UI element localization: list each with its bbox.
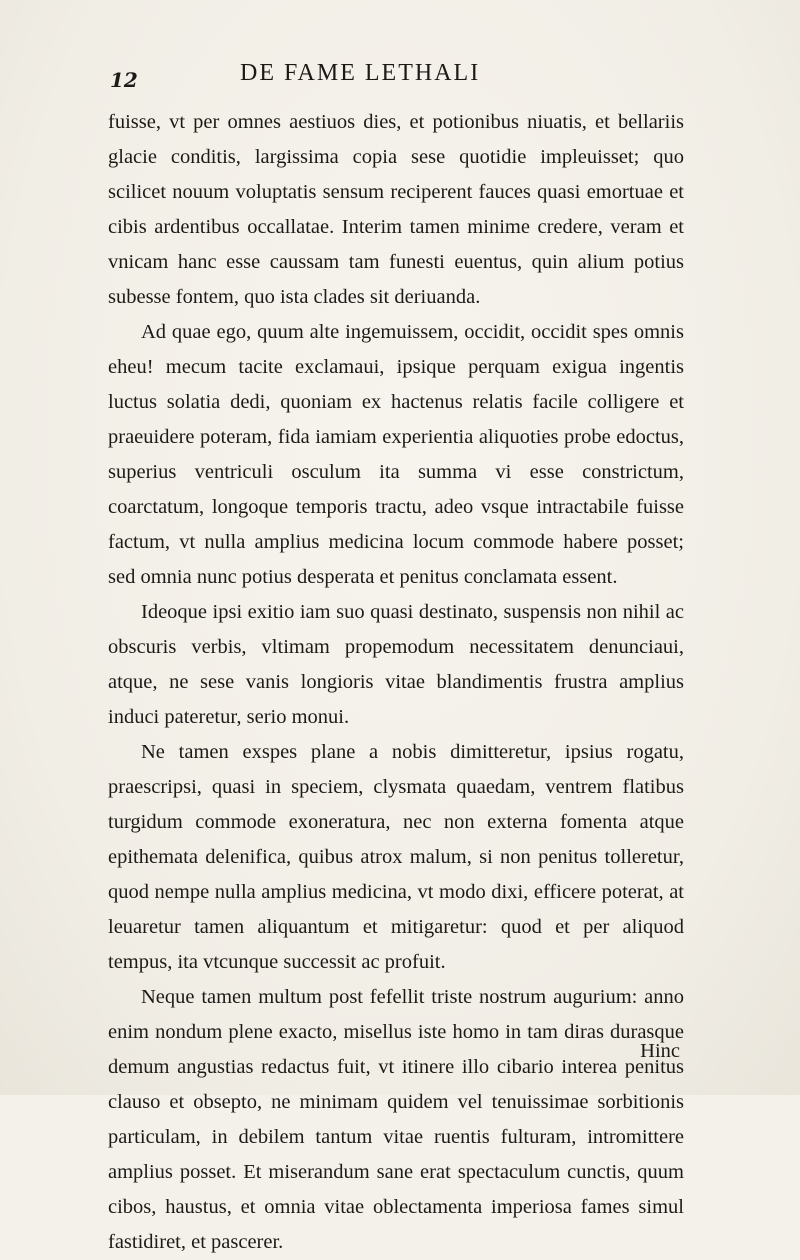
paragraph-3: Ideoque ipsi exitio iam suo quasi destinato, suspensis non nihil ac obscuris verbis, vltimam propemodum necessitatem denunciaui, atque, ne sese vanis longioris vitae blandimentis frustra amplius induci pateretur, serio monui. — [108, 601, 684, 728]
paragraph-1: fuisse, vt per omnes aestiuos dies, et potionibus niuatis, et bellariis glacie conditis, largissima copia sese quotidie impleuisset; quo scilicet nouum voluptatis sensum reciperent fauces quasi emortuae et cibis ardentibus occallatae. Interim tamen minime credere, veram et vnicam hanc esse caussam tam funesti euentus, quin alium potius subesse fontem, quo ista clades sit deriuanda. — [108, 111, 684, 308]
running-title: DE FAME LETHALI — [240, 60, 481, 86]
catchword: Hinc — [640, 1040, 680, 1062]
paragraph-2: Ad quae ego, quum alte ingemuissem, occidit, occidit spes omnis eheu! mecum tacite exclamaui, ipsique perquam exigua ingentis luctus solatia dedi, quoniam ex hactenus relatis facile colligere et praeuidere poteram, fida iamiam experientia aliquoties probe edoctus, superius ventriculi osculum ita summa vi esse constrictum, coarctatum, longoque temporis tractu, adeo vsque intractabile fuisse factum, vt nulla amplius medicina locum commode habere posset; sed omnia nunc potius desperata et penitus conclamata essent. — [108, 321, 684, 588]
page-number: 12 — [110, 68, 138, 92]
paragraph-4: Ne tamen exspes plane a nobis dimitteretur, ipsius rogatu, praescripsi, quasi in speciem, clysmata quaedam, ventrem flatibus turgidum commode exoneratura, nec non externa fomenta atque epithemata delenifica, quibus atrox malum, si non penitus tolleretur, quod nempe nulla amplius medicina, vt modo dixi, efficere poterat, at leuaretur tamen aliquantum et mitigaretur: quod et per aliquod tempus, ita vtcunque successit ac profuit. — [108, 741, 684, 973]
page-header — [110, 60, 690, 100]
body-text — [108, 105, 684, 1260]
paragraph-5: Neque tamen multum post fefellit triste nostrum augurium: anno enim nondum plene exacto, misellus iste homo in tam diras durasque demum angustias redactus fuit, vt itinere illo cibario interea penitus clauso et obsepto, ne minimam quidem vel tenuissimae sorbitionis particulam, in debilem tantum vitae ruentis fulturam, intromittere amplius posset. Et miserandum sane erat spectaculum cunctis, quum cibos, haustus, et omnia vitae oblectamenta imperiosa fames simul fastidiret, et pascerer. — [108, 986, 684, 1253]
